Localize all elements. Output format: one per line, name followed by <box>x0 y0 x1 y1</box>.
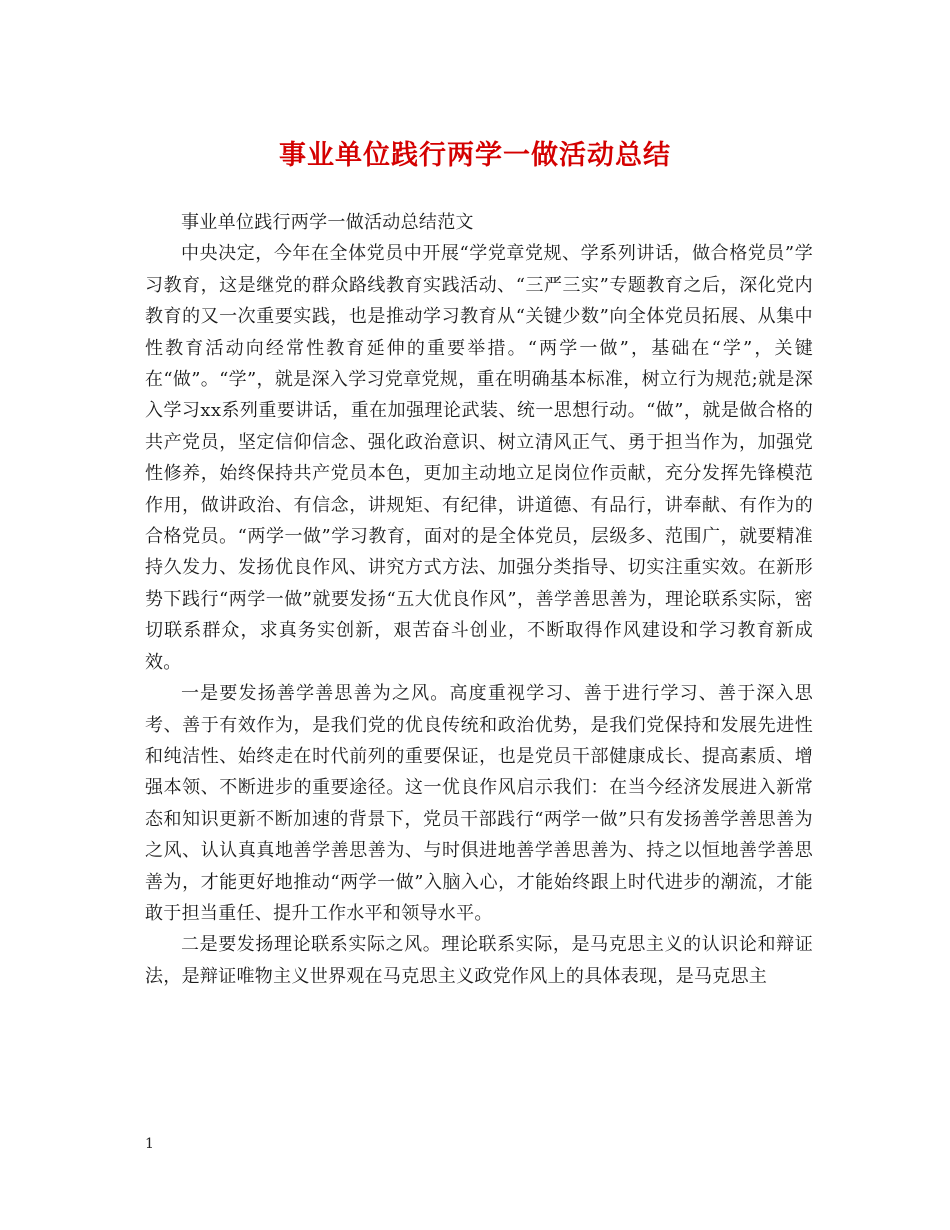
body-paragraph: 中央决定，今年在全体党员中开展“学党章党规、学系列讲话，做合格党员”学习教育，这是继党的群众路线教育实践活动、“三严三实”专题教育之后，深化党内教育的又一次重要实践，也是推动学习教育从“关键少数”向全体党员拓展、从集中性教育活动向经常性教育延伸的重要举措。“两学一做”，基础在“学”，关键在“做”。“学”，就是深入学习党章党规，重在明确基本标准，树立行为规范;就是深入学习xx系列重要讲话，重在加强理论武装、统一思想行动。“做”，就是做合格的共产党员，坚定信仰信念、强化政治意识、树立清风正气、勇于担当作为，加强党性修养，始终保持共产党员本色，更加主动地立足岗位作贡献，充分发挥先锋模范作用，做讲政治、有信念，讲规矩、有纪律，讲道德、有品行，讲奉献、有作为的合格党员。“两学一做”学习教育，面对的是全体党员，层级多、范围广，就要精准持久发力、发扬优良作风、讲究方式方法、加强分类指导、切实注重实效。在新形势下践行“两学一做”就要发扬“五大优良作风”，善学善思善为，理论联系实际，密切联系群众，求真务实创新，艰苦奋斗创业，不断取得作风建设和学习教育新成效。 <box>145 243 813 673</box>
body-paragraph: 二是要发扬理论联系实际之风。理论联系实际，是马克思主义的认识论和辩证法，是辩证唯物主义世界观在马克思主义政党作风上的具体表现，是马克思主 <box>145 934 813 987</box>
page-number: 1 <box>145 1136 154 1152</box>
body-paragraph: 一是要发扬善学善思善为之风。高度重视学习、善于进行学习、善于深入思考、善于有效作为，是我们党的优良传统和政治优势，是我们党保持和发展先进性和纯洁性、始终走在时代前列的重要保证，也是党员干部健康成长、提高素质、增强本领、不断进步的重要途径。这一优良作风启示我们：在当今经济发展进入新常态和知识更新不断加速的背景下，党员干部践行“两学一做”只有发扬善学善思善为之风、认认真真地善学善思善为、与时俱进地善学善思善为、持之以恒地善学善思善为，才能更好地推动“两学一做”入脑入心，才能始终跟上时代进步的潮流，才能敢于担当重任、提升工作水平和领导水平。 <box>145 683 813 924</box>
document-body <box>145 207 813 992</box>
subtitle-paragraph: 事业单位践行两学一做活动总结范文 <box>181 212 474 233</box>
document-title: 事业单位践行两学一做活动总结 <box>279 140 671 171</box>
